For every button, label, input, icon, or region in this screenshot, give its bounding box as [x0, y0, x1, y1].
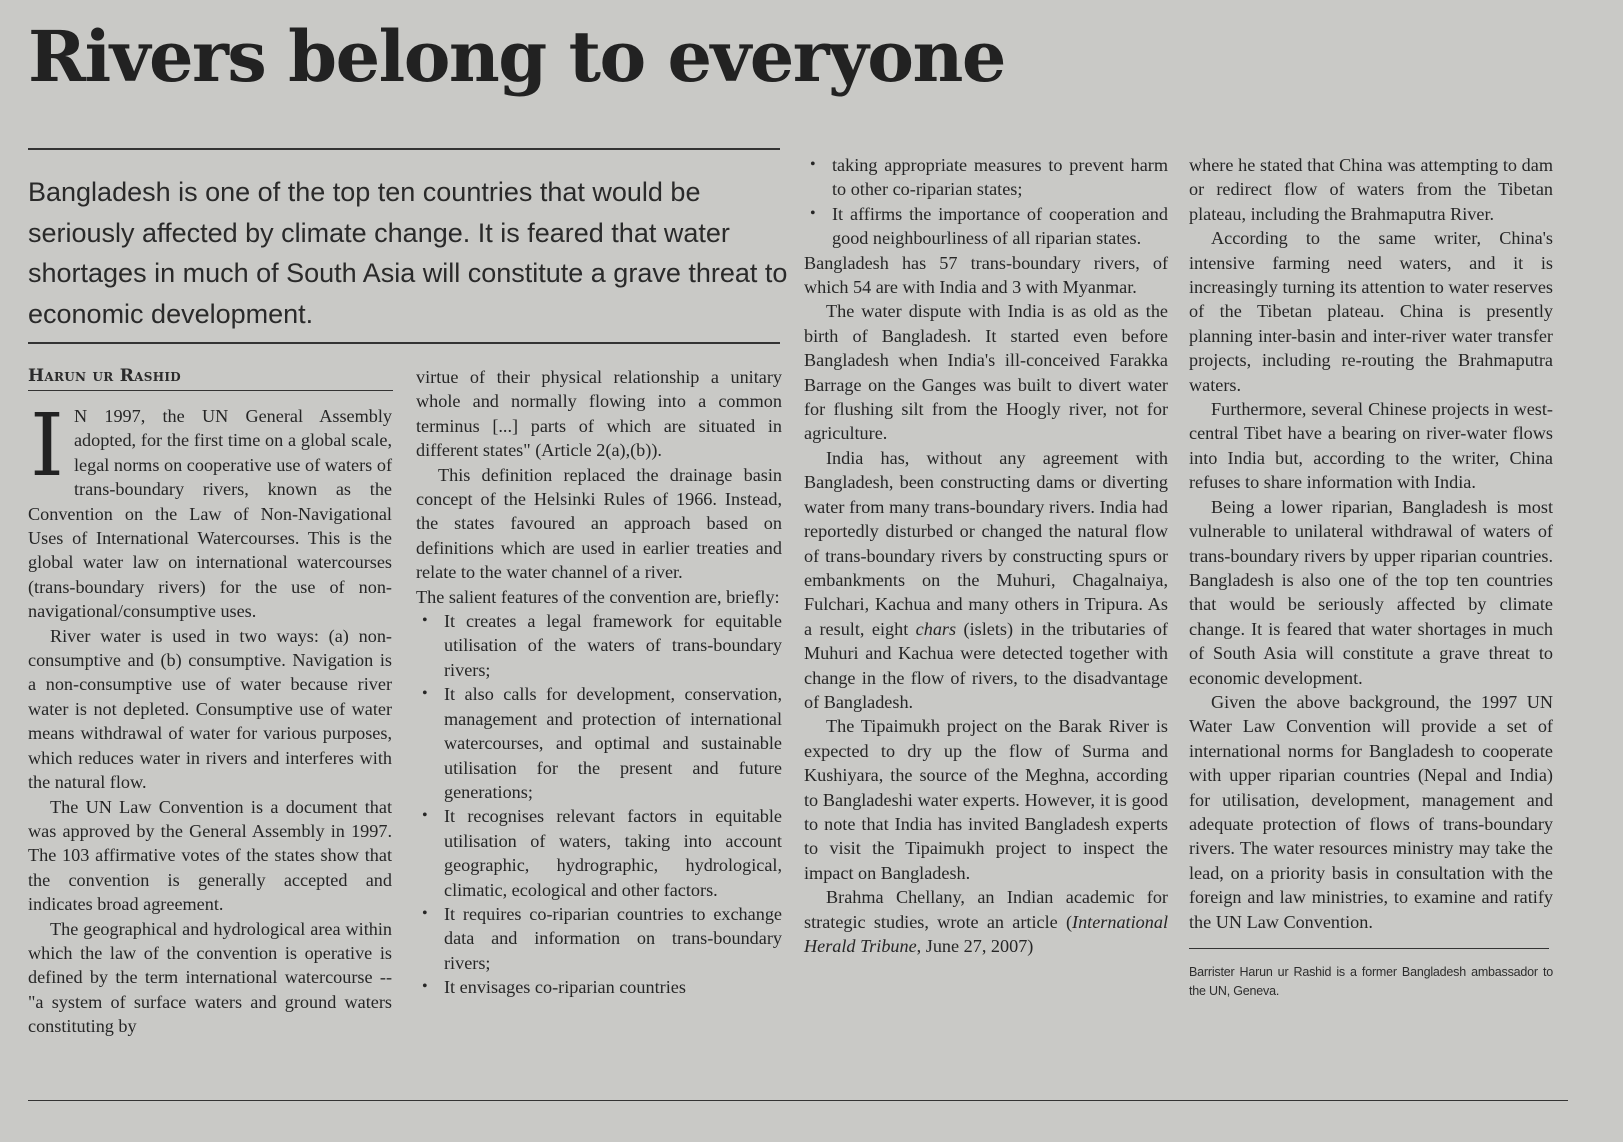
italic-term: chars — [915, 618, 957, 639]
author-note: Barrister Harun ur Rashid is a former Bangladesh ambassador to the UN, Geneva. — [1189, 965, 1553, 998]
text: India has, without any agreement with Bangladesh, been constructing dams or diverting water from many trans-boundary rivers. India had reportedly disturbed or changed the natural flow of trans-boundary rivers by constructing spurs or embankments on the Muhuri, Chagalnaiya, Fulchari, Kachua and many others in Tripura. As a result, eight — [804, 447, 1168, 639]
drop-cap: I — [30, 396, 64, 496]
paragraph — [28, 396, 392, 624]
paragraph: Being a lower riparian, Bangladesh is most vulnerable to unilateral withdrawal of waters of trans-boundary rivers by upper riparian countries. Bangladesh is also one of the top ten countries that would be seriously affected by climate change. It is feared that water shortages in much of South Asia will constitute a grave threat to economic development. — [1189, 496, 1553, 688]
list-item-continued: • taking appropriate measures to prevent harm to other co-riparian states; — [804, 153, 1168, 202]
column-3 — [804, 153, 1168, 958]
paragraph — [804, 446, 1168, 714]
column-2 — [416, 365, 782, 1000]
list-item: • It requires co-riparian countries to exchange data and information on trans-boundary rivers; — [416, 902, 782, 975]
text: , June 27, 2007) — [916, 936, 1034, 956]
rule-bottom — [28, 342, 780, 344]
paragraph: where he stated that China was attempting to dam or redirect flow of waters from the Tibetan plateau, including the Brahmaputra River. — [1189, 155, 1553, 224]
paragraph: The salient features of the convention are, briefly: — [416, 586, 780, 607]
paragraph: Furthermore, several Chinese projects in west-central Tibet have a bearing on river-water flows into India but, according to the writer, China refuses to share information with India. — [1189, 399, 1553, 493]
paragraph: The Tipaimukh project on the Barak River is expected to dry up the flow of Surma and Kushiyara, the source of the Meghna, according to Bangladeshi water experts. However, it is good to note that India has invited Bangladesh experts to visit the Tipaimukh project to inspect the impact on Bangladesh. — [804, 716, 1168, 883]
paragraph: virtue of their physical relationship a unitary whole and normally flowing into a common terminus [...] parts of which are situated in different states" (Article 2(a),(b)). — [416, 367, 782, 461]
list-item: • It envisages co-riparian countries — [416, 975, 782, 999]
list-item: • It recognises relevant factors in equitable utilisation of waters, taking into account geographic, hydrographic, hydrological, climatic, ecological and other factors. — [416, 804, 782, 902]
deck: Bangladesh is one of the top ten countries that would be seriously affected by climate change. It is feared that water shortages in much of South Asia will constitute a grave threat to economic development. — [28, 177, 788, 329]
paragraph: The geographical and hydrological area within which the law of the convention is operative is defined by the term international watercourse -- "a system of surface waters and ground waters constituting by — [28, 918, 392, 1037]
paragraph: This definition replaced the drainage basin concept of the Helsinki Rules of 1966. Instead, the states favoured an approach based on definitions which are used in earlier treaties and relate to the water channel of a river. — [416, 464, 782, 583]
paragraph: River water is used in two ways: (a) non-consumptive and (b) consumptive. Navigation is a non-consumptive use of water because river water is not depleted. Consumptive use of water means withdrawal of water for various purposes, which reduces water in rivers and interferes with the natural flow. — [28, 625, 392, 793]
paragraph: Given the above background, the 1997 UN Water Law Convention will provide a set of international norms for Bangladesh to cooperate with upper riparian countries (Nepal and India) for utilisation, development, management and adequate protection of flows of trans-boundary rivers. The water resources ministry may take the lead, on a priority basis in consultation with the foreign and law ministries, to examine and ratify the UN Law Convention. — [1189, 691, 1553, 932]
paragraph: The UN Law Convention is a document that was approved by the General Assembly in 1997. The 103 affirmative votes of the states show that the convention is generally accepted and indicates broad agreement. — [28, 796, 392, 915]
rule-top — [28, 148, 780, 150]
text: (islets) in the tributaries of Muhuri and Kachua were detected together with change in the flow of rivers, to the disadvantage of Bangladesh. — [804, 618, 1168, 712]
page-bottom-rule — [28, 1100, 1568, 1101]
list-item: • It affirms the importance of cooperation and good neighbourliness of all riparian states. — [804, 202, 1168, 251]
column-4 — [1189, 153, 1553, 1001]
column-1 — [28, 396, 392, 1039]
byline-rule — [28, 390, 393, 391]
paragraph-text: N 1997, the UN General Assembly adopted, for the first time on a global scale, legal norms on cooperative use of waters of trans-boundary rivers, known as the Convention on the Law of Non-Navigational Uses of International Watercourses. This is the global water law on international watercourses (trans-boundary rivers) for the use of non-navigational/consumptive uses. — [28, 406, 392, 622]
paragraph — [804, 885, 1168, 958]
footnote-rule — [1189, 948, 1549, 949]
byline: Harun ur Rashid — [28, 366, 182, 386]
text: Brahma Chellany, an Indian academic for strategic studies, wrote an article ( — [804, 887, 1168, 932]
publication-name: International Herald Tribune — [804, 911, 1168, 956]
list-item: • It creates a legal framework for equitable utilisation of the waters of trans-boundary rivers; — [416, 609, 782, 682]
feature-list-continued — [804, 153, 1168, 251]
paragraph: Bangladesh has 57 trans-boundary rivers, of which 54 are with India and 3 with Myanmar. — [804, 252, 1168, 298]
list-item: • It also calls for development, conservation, management and protection of international watercourses, and optimal and sustainable utilisation for the present and future generations; — [416, 682, 782, 804]
paragraph: According to the same writer, China's intensive farming need waters, and it is increasingly turning its attention to water reserves of the Tibetan plateau. China is presently planning inter-basin and inter-river water transfer projects, including re-routing the Brahmaputra waters. — [1189, 228, 1553, 395]
feature-list — [416, 609, 782, 1000]
paragraph: The water dispute with India is as old as the birth of Bangladesh. It started even before Bangladesh when India's ill-conceived Farakka Barrage on the Ganges was built to divert water for flushing silt from the Hoogly river, not for agriculture. — [804, 301, 1168, 444]
headline: Rivers belong to everyone — [28, 15, 1005, 98]
